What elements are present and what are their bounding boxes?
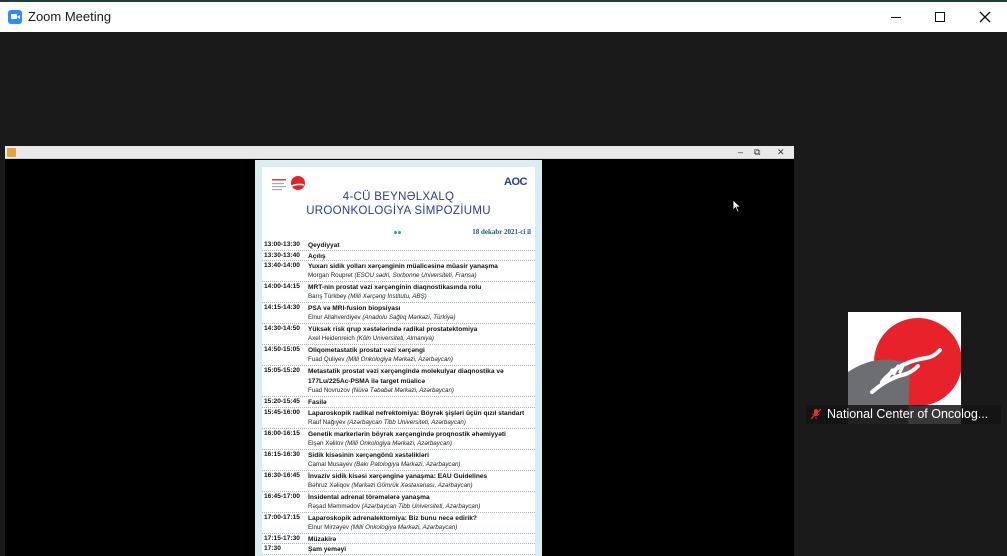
agenda-row: 14:50-15:05 Oliqometastatik prostat vəzi xərçəngi Fuad Quliyev (Milli Onkologiya Mərkəzi, Azərbaycan) — [262, 345, 535, 366]
agenda-row: 15:05-15:20 Metastatik prostat vəzi xərçəngində molekulyar diaqnostika və 177Lu/225Ac-PSMA ilə target müalicə Fuad Novruzov (Nüvə Təbabət Mərkəzi, Azərbaycan) — [262, 366, 535, 397]
agenda-row: 17:15-17:30 Müzakirə — [262, 534, 535, 545]
event-date: 18 dekabr 2021-ci il — [472, 228, 531, 236]
mouse-cursor-icon — [732, 199, 742, 213]
minimize-icon — [891, 17, 901, 18]
participant-name: National Center of Oncolog... — [827, 407, 989, 421]
muted-mic-icon — [810, 408, 822, 420]
maximize-button[interactable] — [917, 2, 963, 32]
agenda-row: 16:45-17:00 İnsidental adrenal törəmələrə yanaşma Rəşad Məmmədov (Azərbaycan Tibb Universiteti, Azərbaycan) — [262, 492, 535, 513]
shared-app-icon — [7, 148, 16, 157]
minimize-button[interactable] — [873, 2, 919, 32]
agenda-page — [262, 167, 535, 556]
symposium-title-line2: UROONKOLOGİYA SİMPOZİUMU — [306, 205, 491, 217]
shared-restore-icon: ⧉ — [754, 147, 761, 157]
agenda-row: 13:30-13:40 Açılış — [262, 251, 535, 262]
symposium-title-line1: 4-CÜ BEYNƏLXALQ — [342, 191, 455, 203]
title-ornament — [394, 221, 404, 225]
agenda-document — [255, 160, 542, 556]
agenda-row: 17:30 Şam yeməyi — [262, 544, 535, 555]
maximize-icon — [935, 12, 945, 22]
shared-window-titlebar — [5, 146, 794, 159]
shared-close-icon: ✕ — [777, 147, 785, 157]
agenda-row: 14:30-14:50 Yüksək risk qrup xəstələrində radikal prostatektomiya Axel Heidenreich (Köln Universiteti, Almaniya) — [262, 324, 535, 345]
agenda-row: 13:00-13:30 Qeydiyyat — [262, 240, 535, 251]
close-button[interactable] — [962, 2, 1007, 32]
zoom-app-icon — [8, 10, 22, 24]
agenda-row: 13:40-14:00 Yuxarı sidik yolları xərçənginin müalicəsinə müasir yanaşma Morgan Roupret (ESOU sədri, Sorbonne Universiteti, Fransa) — [262, 261, 535, 282]
agenda-table — [262, 240, 535, 555]
agenda-row: 15:45-16:00 Laparoskopik radikal nefrektomiya: Böyrək şişləri üçün qızıl standart Rauf Nağıyev (Azərbaycan Tibb Universiteti, Azərbaycan) — [262, 408, 535, 429]
agenda-row: 14:15-14:30 PSA və MRI-fusion biopsiyası Elnur Allahverdiyev (Anadolu Sağlıq Mərkəzi, Türkiyə) — [262, 303, 535, 324]
agenda-row: 14:00-14:15 MRT-nin prostat vəzi xərçənginin diaqnostikasında rolu Barış Türkbey (Milli Xərçəng İnstitutu, ABŞ) — [262, 282, 535, 303]
agenda-row: 15:20-15:45 Fasilə — [262, 397, 535, 408]
participant-name-bar — [806, 405, 1001, 424]
agenda-row: 16:30-16:45 İnvaziv sidik kisəsi xərçənginə yanaşma: EAU Guidelines Bəhruz Xəliqov (Mərkəzi Gömrük Xəstəxanası, Azərbaycan) — [262, 471, 535, 492]
agenda-row: 17:00-17:15 Laparoskopik adrenalektomiya: Biz bunu necə edirik? Elnur Mirzəyev (Milli Onkologiya Mərkəzi, Azərbaycan) — [262, 513, 535, 534]
agenda-row: 16:00-16:15 Genetik markerlərin böyrək xərçəngində proqnostik əhəmiyyəti Elşən Xəlilov (Milli Onkologiya Mərkəzi, Azərbaycan) — [262, 429, 535, 450]
agenda-row: 16:15-16:30 Sidik kisəsinin xərçəngönü xəstəlikləri Camal Musayev (Bakı Patologiya Mərkəzi, Azərbaycan) — [262, 450, 535, 471]
window-title: Zoom Meeting — [28, 9, 112, 24]
shared-screen[interactable] — [5, 146, 794, 556]
aoc-logo: AOC — [504, 176, 527, 188]
title-bar — [0, 0, 1007, 32]
close-icon — [979, 11, 991, 23]
shared-minimize-icon: – — [738, 147, 744, 157]
